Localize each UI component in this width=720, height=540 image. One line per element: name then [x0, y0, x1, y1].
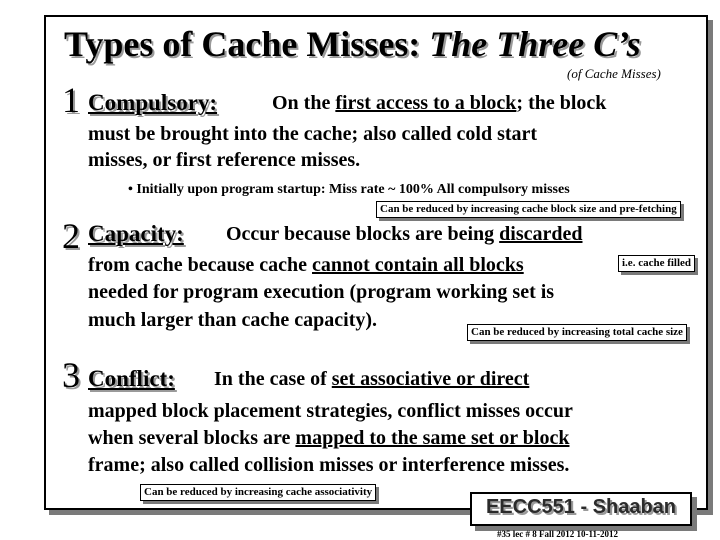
capacity-line-4: much larger than cache capacity).: [88, 309, 378, 331]
capacity-heading: Capacity:: [88, 221, 184, 246]
course-badge: EECC551 - Shaaban: [470, 492, 692, 526]
conflict-note: Can be reduced by increasing cache associativity: [140, 484, 376, 501]
conflict-line-3: when several blocks are mapped to the same set or block: [88, 427, 570, 449]
capacity-number: 2: [62, 216, 80, 256]
conflict-number: 3: [62, 355, 80, 395]
compulsory-line-1: On the first access to a block; the block: [272, 92, 607, 114]
compulsory-note: Can be reduced by increasing cache block size and pre-fetching: [376, 201, 681, 218]
compulsory-line-3: misses, or first reference misses.: [88, 149, 361, 171]
compulsory-line-2: must be brought into the cache; also called cold start: [88, 123, 538, 145]
capacity-note: Can be reduced by increasing total cache size: [467, 324, 687, 341]
conflict-line-1: In the case of set associative or direct: [214, 368, 530, 390]
capacity-line-3: needed for program execution (program working set is: [88, 281, 555, 303]
cache-filled-note: i.e. cache filled: [618, 255, 695, 272]
slide-footer: #35 lec # 8 Fall 2012 10-11-2012: [497, 529, 618, 539]
conflict-heading: Conflict:: [88, 366, 175, 391]
capacity-line-1: Occur because blocks are being discarded: [226, 223, 583, 245]
compulsory-bullet: • Initially upon program startup: Miss rate ~ 100% All compulsory misses: [128, 182, 570, 197]
slide-subtitle: (of Cache Misses): [567, 66, 661, 81]
capacity-line-2: from cache because cache cannot contain all blocks: [88, 254, 524, 276]
slide-title: Types of Cache Misses: The Three C’s: [64, 24, 641, 64]
compulsory-number: 1: [62, 80, 80, 120]
compulsory-heading: Compulsory:: [88, 90, 218, 115]
conflict-line-4: frame; also called collision misses or interference misses.: [88, 454, 570, 476]
conflict-line-2: mapped block placement strategies, conflict misses occur: [88, 400, 573, 422]
